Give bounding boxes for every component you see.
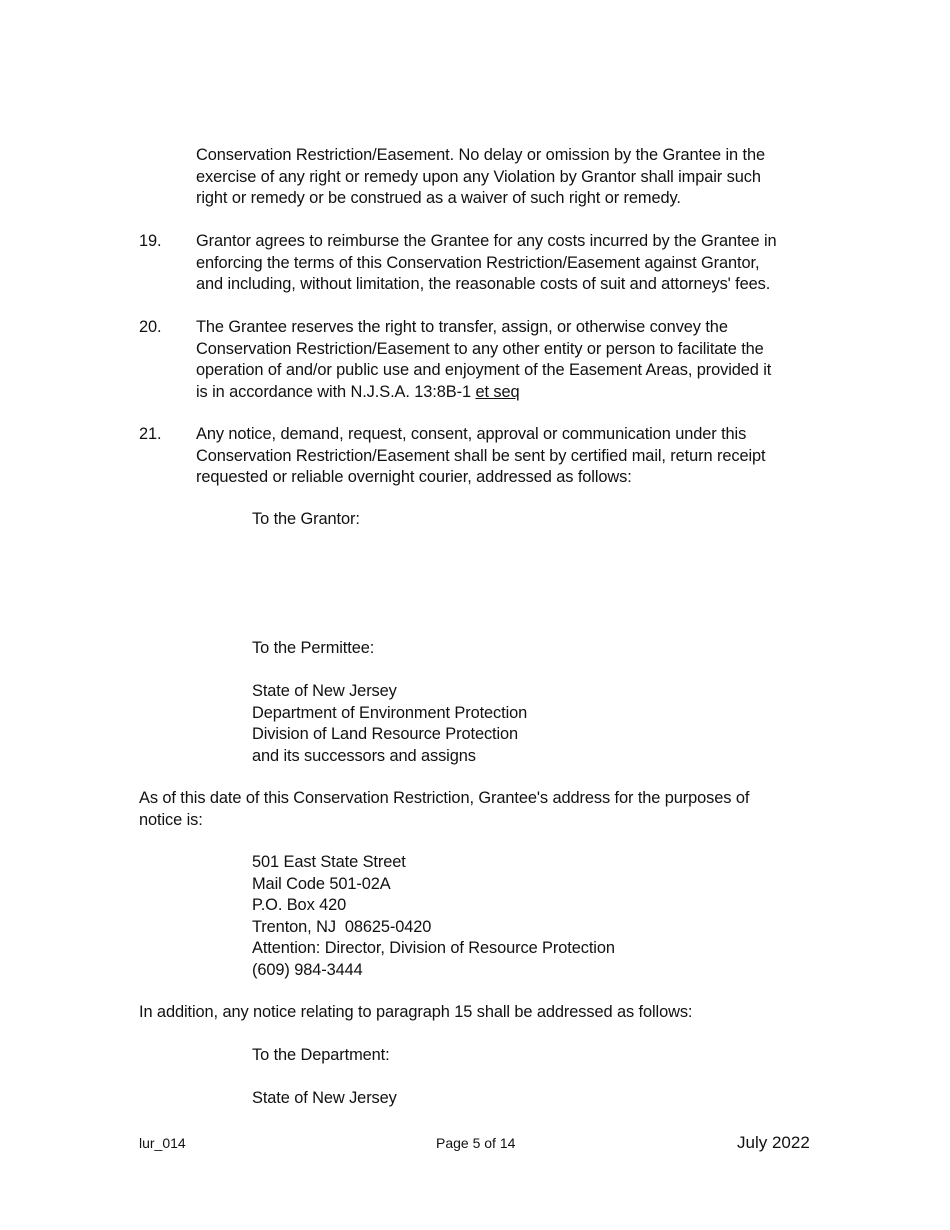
address-line: P.O. Box 420 [252, 896, 347, 914]
paragraph-19 [196, 231, 816, 296]
footer-page-number: Page 5 of 14 [436, 1135, 516, 1151]
text-line: The Grantee reserves the right to transfer, assign, or otherwise convey the [196, 318, 728, 336]
text-line: Conservation Restriction/Easement shall be sent by certified mail, return receipt [196, 446, 766, 465]
address-line: 501 East State Street [252, 853, 406, 871]
address-line: Mail Code 501-02A [252, 874, 391, 893]
paragraph-20 [196, 317, 816, 403]
paragraph-18-continuation [196, 145, 816, 210]
address-line: State of New Jersey [252, 1089, 397, 1107]
text-line: right or remedy or be construed as a waiver of such right or remedy. [196, 189, 681, 207]
text-line: Any notice, demand, request, consent, approval or communication under this [196, 425, 747, 443]
text-line: As of this date of this Conservation Restriction, Grantee's address for the purposes of [139, 789, 750, 807]
permittee-address [252, 681, 872, 767]
address-line: Division of Land Resource Protection [252, 725, 519, 743]
text-line: exercise of any right or remedy upon any Violation by Grantor shall impair such [196, 167, 761, 186]
paragraph-15-notice: In addition, any notice relating to paragraph 15 shall be addressed as follows: [139, 1003, 693, 1021]
grantor-heading: To the Grantor: [252, 510, 360, 528]
text-line: enforcing the terms of this Conservation Restriction/Easement against Grantor, [196, 253, 760, 272]
text-line: notice is: [139, 810, 203, 829]
department-address [252, 1088, 872, 1110]
text-line: requested or reliable overnight courier, addressed as follows: [196, 468, 632, 486]
text-line [196, 382, 816, 404]
address-line: (609) 984-3444 [252, 960, 363, 979]
address-line: State of New Jersey [252, 682, 397, 700]
footer-doc-id: lur_014 [139, 1135, 186, 1151]
address-line: and its successors and assigns [252, 746, 476, 765]
department-heading: To the Department: [252, 1046, 390, 1064]
text-line: Conservation Restriction/Easement. No delay or omission by the Grantee in the [196, 146, 765, 164]
paragraph-21 [196, 424, 816, 489]
address-line: Attention: Director, Division of Resource Protection [252, 939, 615, 957]
text-line: operation of and/or public use and enjoyment of the Easement Areas, provided it [196, 361, 772, 379]
permittee-heading: To the Permittee: [252, 639, 375, 657]
paragraph-20-number: 20. [139, 318, 162, 336]
paragraph-21-number: 21. [139, 425, 162, 443]
address-line: Department of Environment Protection [252, 703, 528, 722]
statute-citation: is in accordance with N.J.S.A. 13:8B-1 [196, 382, 476, 401]
grantee-notice-intro [139, 788, 819, 831]
paragraph-19-number: 19. [139, 232, 162, 250]
et-seq-underlined: et seq [475, 382, 520, 401]
text-line: Conservation Restriction/Easement to any other entity or person to facilitate the [196, 339, 764, 358]
text-line: and including, without limitation, the reasonable costs of suit and attorneys' fees. [196, 275, 771, 293]
footer-date: July 2022 [737, 1133, 810, 1152]
text-line: Grantor agrees to reimburse the Grantee for any costs incurred by the Grantee in [196, 232, 777, 250]
address-line: Trenton, NJ 08625-0420 [252, 917, 432, 936]
grantee-address [252, 852, 872, 981]
